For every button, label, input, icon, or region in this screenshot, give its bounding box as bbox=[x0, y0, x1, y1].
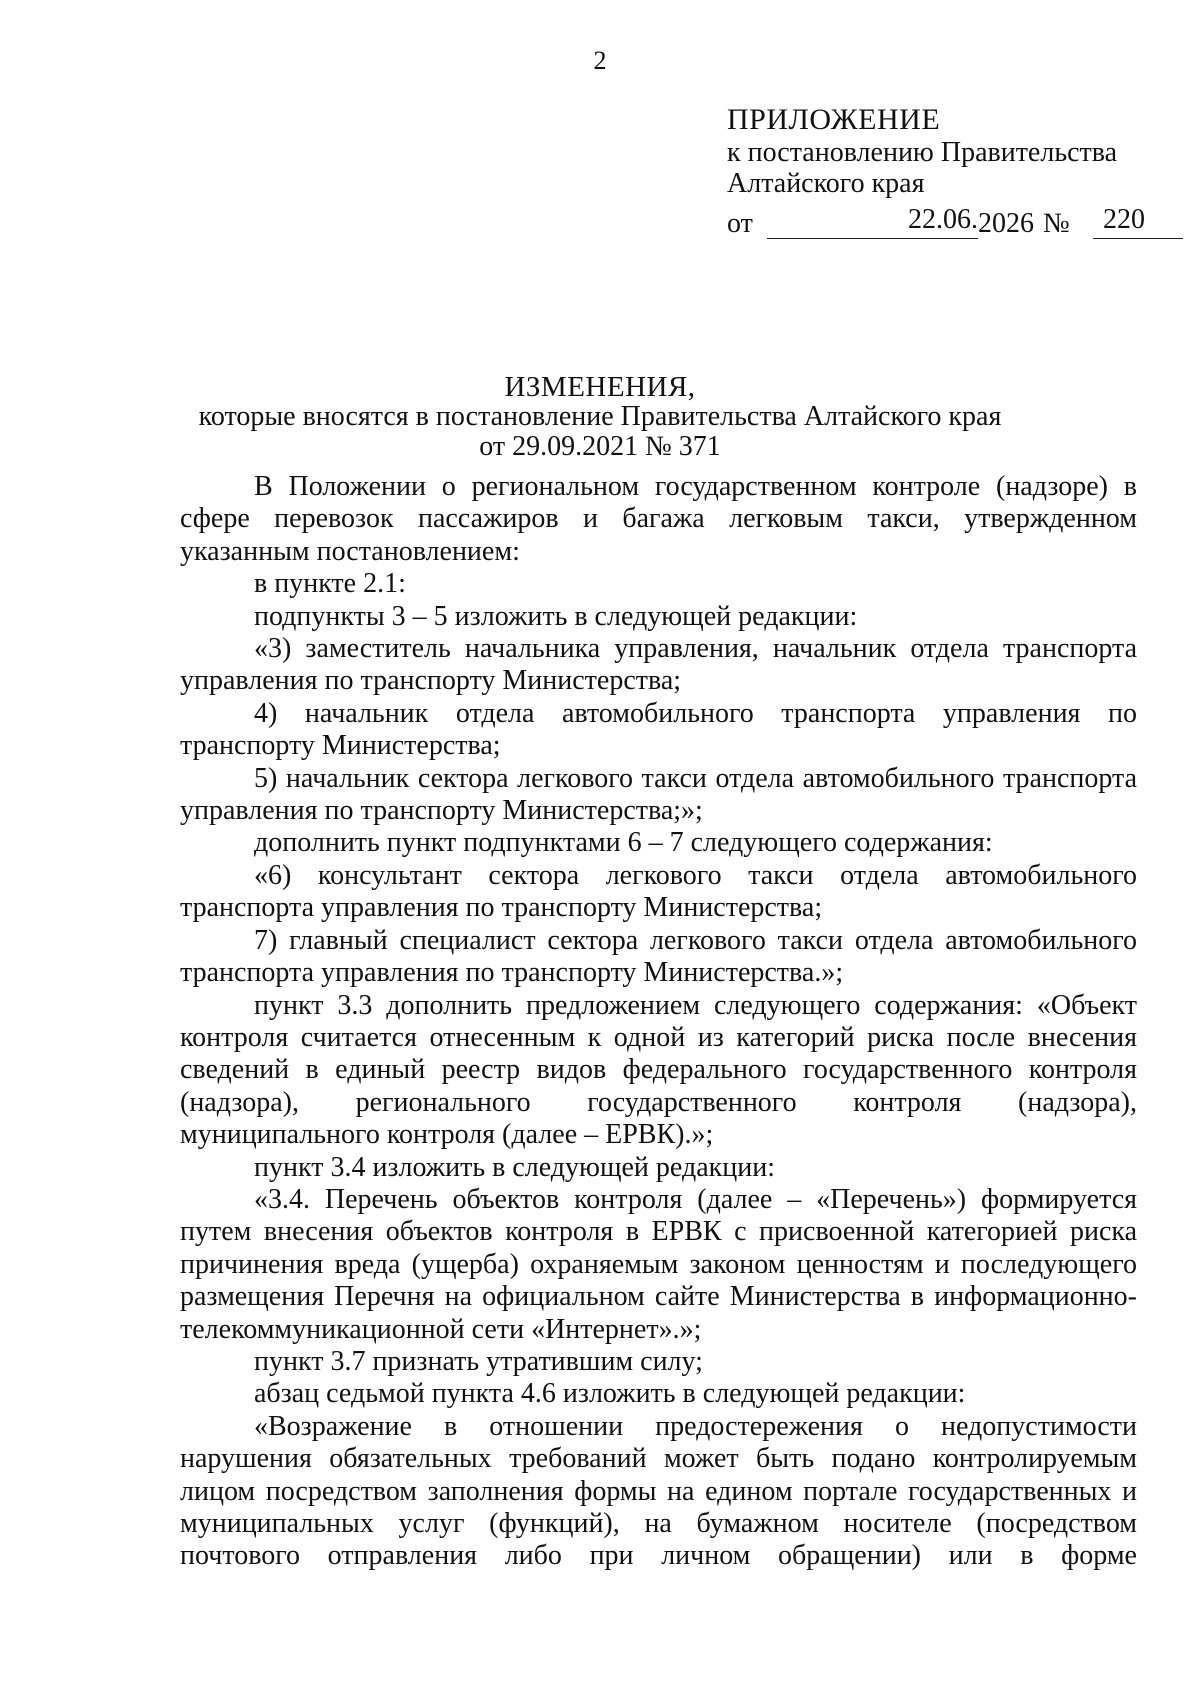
resolution-year: 2026 bbox=[978, 208, 1034, 239]
document-heading bbox=[0, 372, 1200, 462]
heading-subtitle-line-1: которые вносятся в постановление Правительства Алтайского края bbox=[198, 401, 1002, 432]
appendix-line-1: к постановлению Правительства bbox=[727, 137, 1118, 168]
paragraph: «Возражение в отношении предостережения о недопустимости нарушения обязательных требований может быть подано контролируемым лицом посредством заполнения формы на едином портале государственных и муниципальных услуг (функций), на бумажном носителе (посредством почтового отправления либо при личном обращении) или в форме bbox=[180, 1410, 1137, 1572]
heading-subtitle-line-2: от 29.09.2021 № 371 bbox=[479, 431, 721, 462]
paragraph: «6) консультант сектора легкового такси отдела автомобильного транспорта управления по транспорту Министерства; bbox=[180, 859, 1137, 924]
appendix-date-row bbox=[727, 204, 1145, 240]
paragraph: пункт 3.3 дополнить предложением следующего содержания: «Объект контроля считается отнесенным к одной из категорий риска после внесения сведений в единый реестр видов федерального государственного контроля (надзора), регионального государственного контроля (надзора), муниципального контроля (далее – ЕРВК).»; bbox=[180, 989, 1137, 1151]
paragraph: подпункты 3 – 5 изложить в следующей редакции: bbox=[254, 600, 858, 632]
resolution-date: 22.06. bbox=[908, 204, 978, 235]
page-number: 2 bbox=[593, 46, 607, 75]
document-body bbox=[180, 471, 1137, 1573]
paragraph: «3.4. Перечень объектов контроля (далее – «Перечень») формируется путем внесения объектов контроля в ЕРВК с присвоенной категорией риска причинения вреда (ущерба) охраняемым законом ценностям и последующего размещения Перечня на официальном сайте Министерства в информационно-телекоммуникационной сети «Интернет».»; bbox=[180, 1183, 1137, 1345]
paragraph: «3) заместитель начальника управления, начальник отдела транспорта управления по транспорту Министерства; bbox=[180, 633, 1137, 697]
number-sign: № bbox=[1043, 208, 1070, 239]
appendix-line-2: Алтайского края bbox=[727, 168, 925, 199]
appendix-block bbox=[727, 103, 1145, 240]
paragraph: в пункте 2.1: bbox=[254, 568, 406, 600]
resolution-number: 220 bbox=[1103, 204, 1145, 235]
paragraph: 4) начальник отдела автомобильного транспорта управления по транспорту Министерства; bbox=[180, 697, 1137, 762]
paragraph: 7) главный специалист сектора легкового такси отдела автомобильного транспорта управления по транспорту Министерства.»; bbox=[180, 924, 1137, 989]
from-label: от bbox=[727, 208, 753, 239]
paragraph: В Положении о региональном государственном контроле (надзоре) в сфере перевозок пассажиров и багажа легковым такси, утвержденном указанным постановлением: bbox=[180, 471, 1137, 567]
paragraph: пункт 3.7 признать утратившим силу; bbox=[254, 1345, 703, 1377]
date-field bbox=[767, 204, 978, 239]
appendix-title: ПРИЛОЖЕНИЕ bbox=[727, 103, 941, 136]
heading-title: ИЗМЕНЕНИЯ, bbox=[504, 371, 696, 403]
paragraph: пункт 3.4 изложить в следующей редакции: bbox=[254, 1151, 775, 1183]
paragraph: 5) начальник сектора легкового такси отдела автомобильного транспорта управления по транспорту Министерства;»; bbox=[180, 762, 1137, 827]
number-field bbox=[1093, 204, 1183, 239]
paragraph: дополнить пункт подпунктами 6 – 7 следующего содержания: bbox=[254, 827, 993, 859]
paragraph: абзац седьмой пункта 4.6 изложить в следующей редакции: bbox=[254, 1378, 966, 1410]
